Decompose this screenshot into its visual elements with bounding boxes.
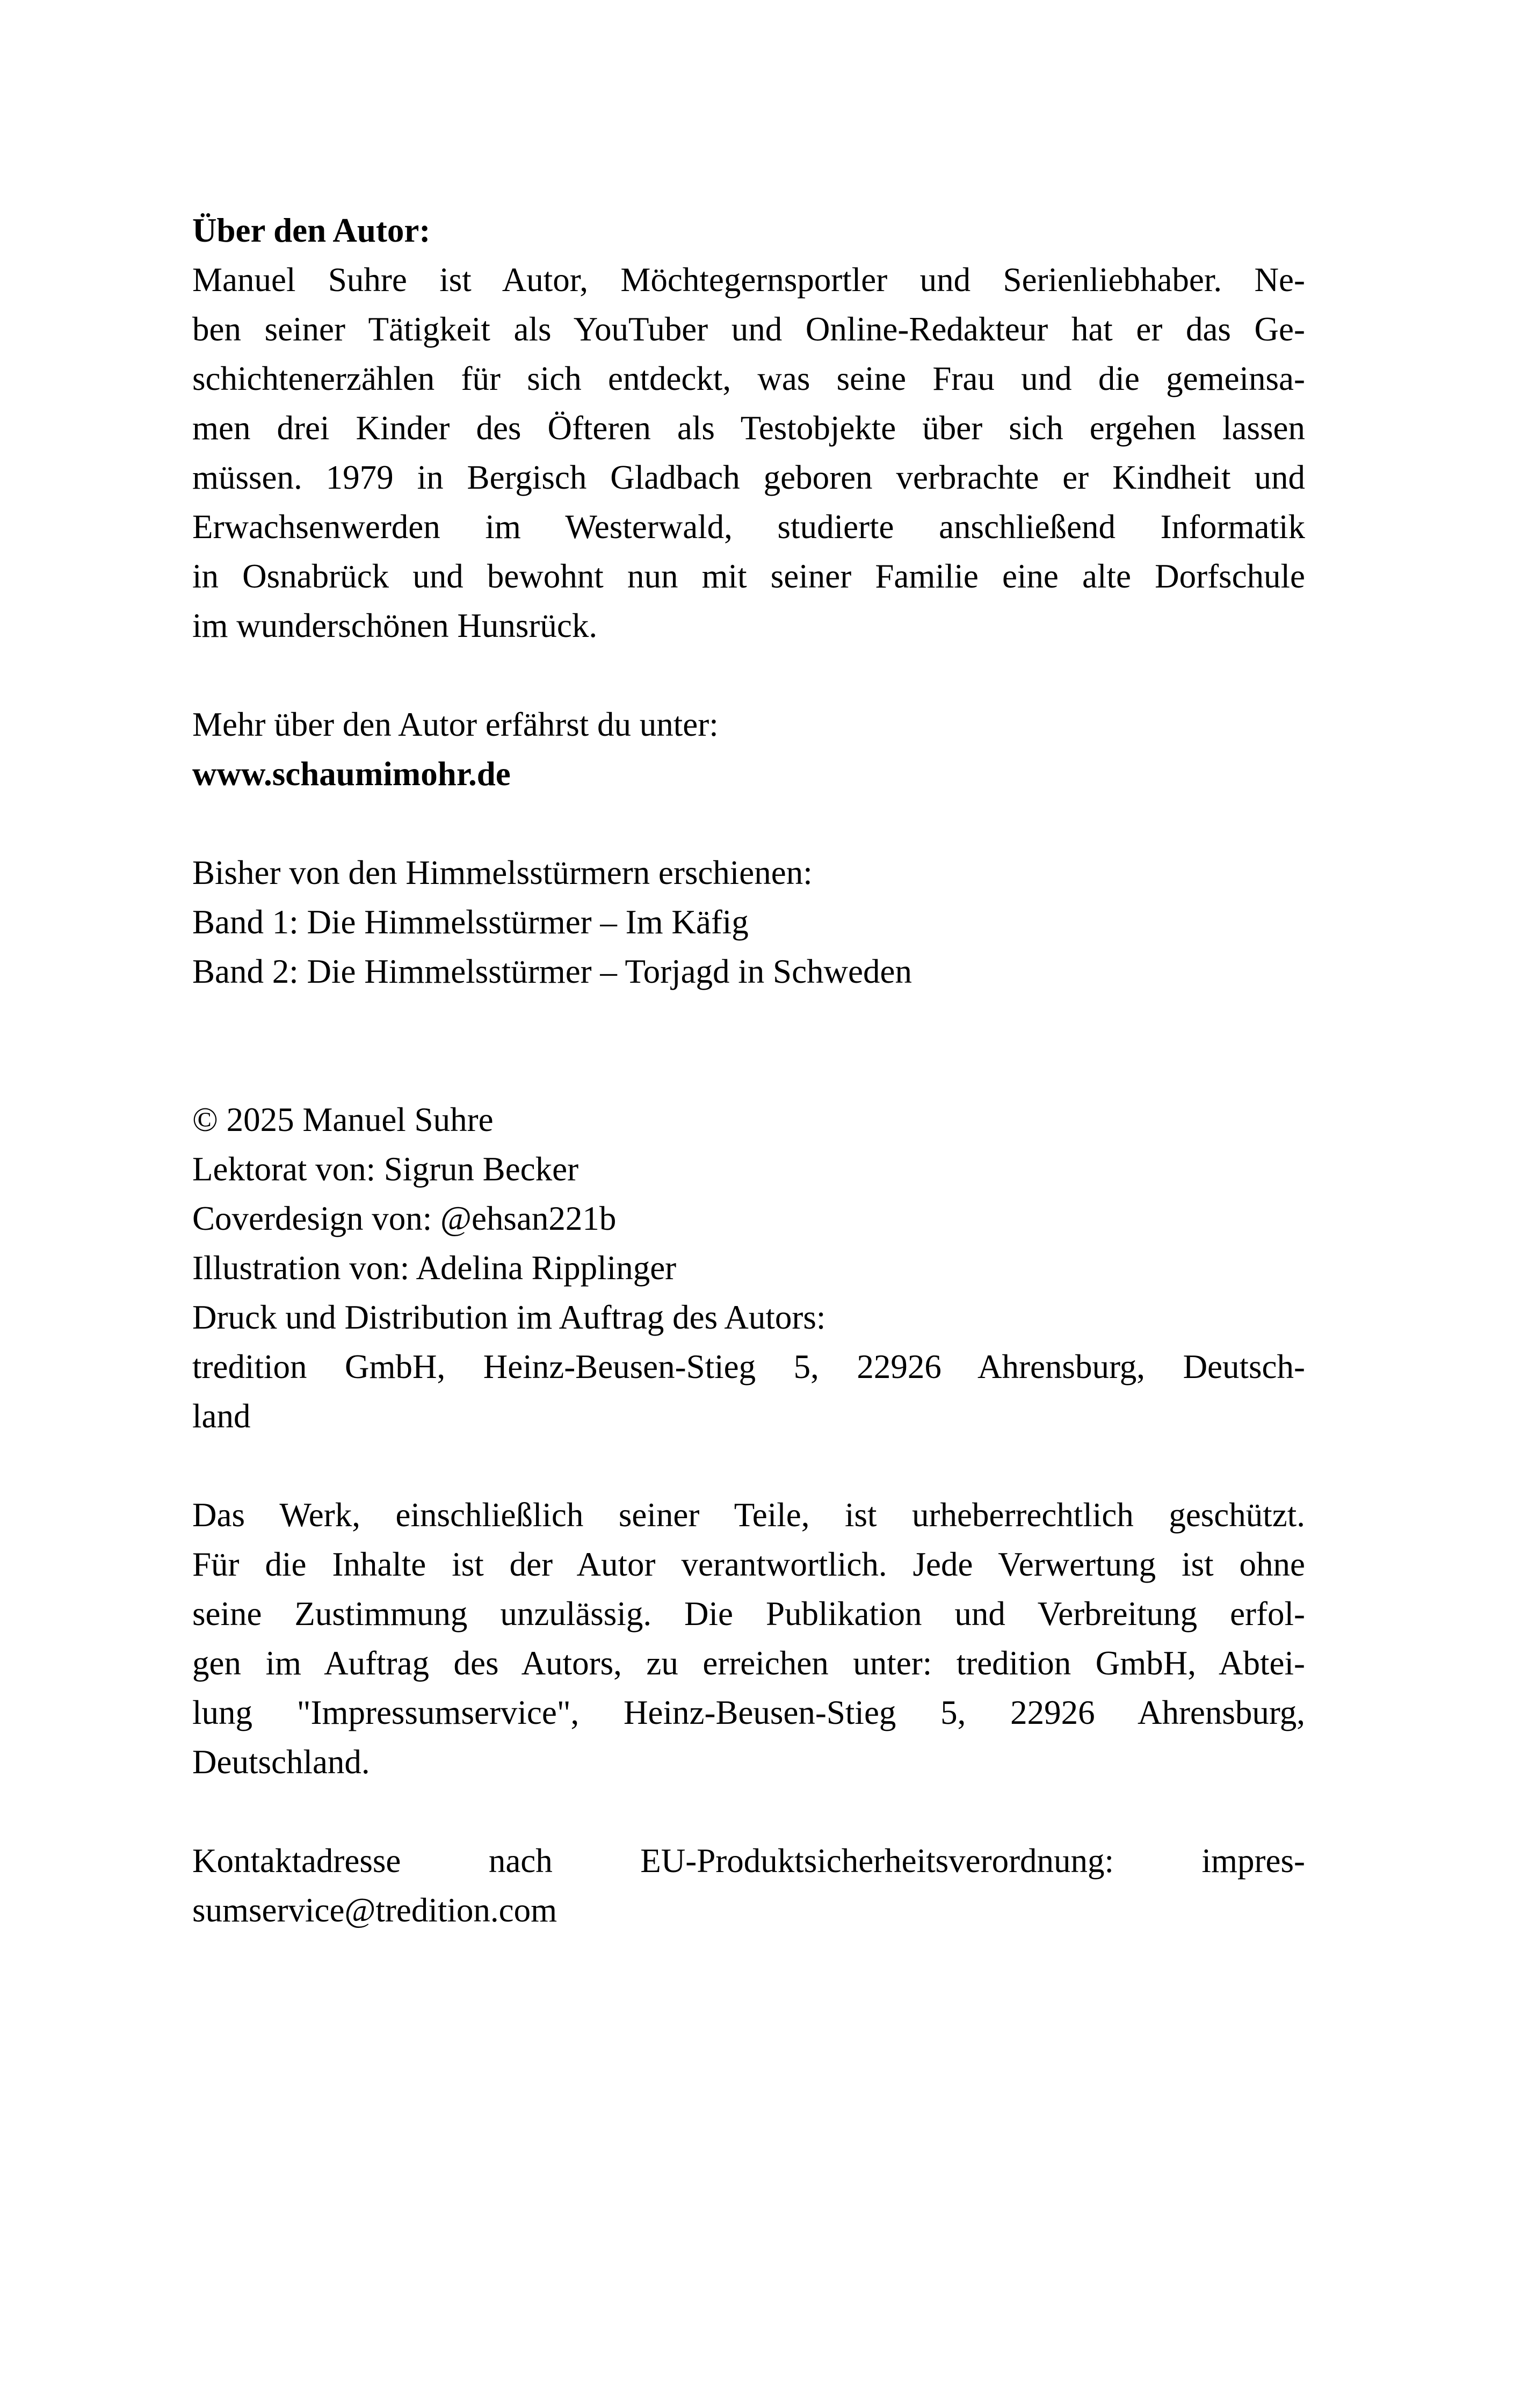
blank-line (192, 1787, 1305, 1836)
about-line: Manuel Suhre ist Autor, Möchtegernsportler und Serienliebhaber. Ne- (192, 261, 1305, 299)
publisher-address-line: land (192, 1397, 251, 1435)
about-line: men drei Kinder des Öfteren als Testobjekte über sich ergehen lassen (192, 409, 1305, 447)
legal-line: Das Werk, einschließlich seiner Teile, ist urheberrechtlich geschützt. (192, 1496, 1305, 1534)
legal-line: seine Zustimmung unzulässig. Die Publikation und Verbreitung erfol- (192, 1595, 1305, 1633)
legal-line: lung "Impressumservice", Heinz-Beusen-Stieg 5, 22926 Ahrensburg, (192, 1694, 1305, 1731)
blank-line (192, 1046, 1305, 1095)
about-line: schichtenerzählen für sich entdeckt, was seine Frau und die gemeinsa- (192, 360, 1305, 397)
about-line: müssen. 1979 in Bergisch Gladbach geboren verbrachte er Kindheit und (192, 459, 1305, 496)
blank-line (192, 650, 1305, 700)
about-heading: Über den Autor: (192, 212, 431, 249)
contact-line: Kontaktadresse nach EU-Produktsicherheitsverordnung: impres- (192, 1842, 1305, 1880)
series-heading: Bisher von den Himmelsstürmern erschienen: (192, 854, 813, 891)
contact-email: sumservice@tredition.com (192, 1891, 557, 1929)
blank-line (192, 799, 1305, 848)
print-distribution-label: Druck und Distribution im Auftrag des Autors: (192, 1299, 826, 1336)
series-band-2: Band 2: Die Himmelsstürmer – Torjagd in Schweden (192, 953, 912, 990)
blank-line (192, 996, 1305, 1046)
author-website: www.schaumimohr.de (192, 755, 511, 793)
about-line: ben seiner Tätigkeit als YouTuber und Online-Redakteur hat er das Ge- (192, 310, 1305, 348)
about-line: in Osnabrück und bewohnt nun mit seiner Familie eine alte Dorfschule (192, 557, 1305, 595)
about-line: Erwachsenwerden im Westerwald, studierte anschließend Informatik (192, 508, 1305, 546)
publisher-address-line: tredition GmbH, Heinz-Beusen-Stieg 5, 22926 Ahrensburg, Deutsch- (192, 1348, 1305, 1386)
blank-line (192, 1441, 1305, 1490)
about-line: im wunderschönen Hunsrück. (192, 607, 598, 644)
legal-line: gen im Auftrag des Autors, zu erreichen unter: tredition GmbH, Abtei- (192, 1644, 1305, 1682)
editing-credit: Lektorat von: Sigrun Becker (192, 1150, 579, 1188)
illustration-credit: Illustration von: Adelina Ripplinger (192, 1249, 677, 1287)
copyright-notice: © 2025 Manuel Suhre (192, 1101, 494, 1138)
cover-design-credit: Coverdesign von: @ehsan221b (192, 1200, 617, 1237)
legal-line: Für die Inhalte ist der Autor verantwortlich. Jede Verwertung ist ohne (192, 1546, 1305, 1583)
series-band-1: Band 1: Die Himmelsstürmer – Im Käfig (192, 903, 749, 941)
legal-line: Deutschland. (192, 1743, 370, 1781)
more-info-label: Mehr über den Autor erfährst du unter: (192, 706, 719, 743)
